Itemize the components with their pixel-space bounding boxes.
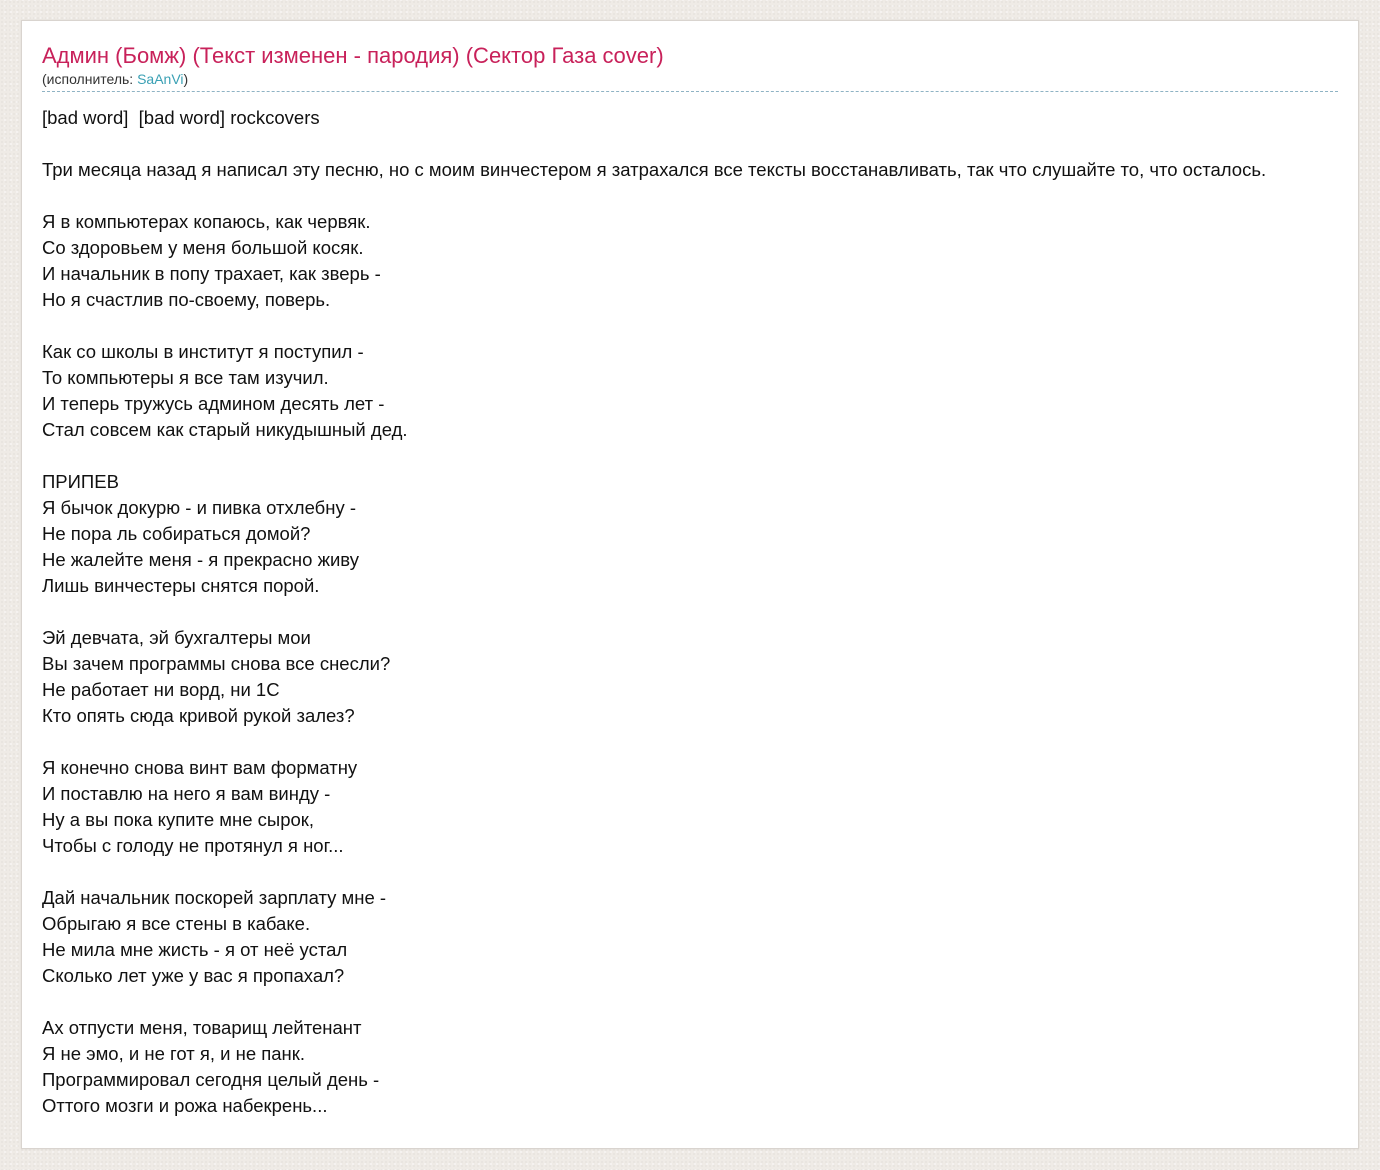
artist-link[interactable]: SaAnVi	[137, 71, 184, 87]
lyrics-blank-line	[42, 859, 1266, 885]
lyrics-line: Как со школы в институт я поступил -	[42, 341, 364, 362]
lyrics-line: Я конечно снова винт вам форматну	[42, 757, 358, 778]
lyrics-line: Дай начальник поскорей зарплату мне -	[42, 887, 387, 908]
lyrics-line: И поставлю на него я вам винду -	[42, 783, 331, 804]
lyrics-line: Вы зачем программы снова все снесли?	[42, 653, 391, 674]
lyrics-line: Стал совсем как старый никудышный дед.	[42, 419, 408, 440]
lyrics-line: Оттого мозги и рожа набекрень...	[42, 1095, 328, 1116]
lyrics-line: Программировал сегодня целый день -	[42, 1069, 380, 1090]
lyrics-line: Три месяца назад я написал эту песню, но с моим винчестером я затрахался все тексты восстанавливать, так что слушайте то, что осталось.	[42, 159, 1267, 180]
lyrics-text	[42, 105, 1266, 1119]
lyrics-line: Не жалейте меня - я прекрасно живу	[42, 549, 359, 570]
lyrics-line: Лишь винчестеры снятся порой.	[42, 575, 320, 596]
lyrics-line: Не пора ль собираться домой?	[42, 523, 311, 544]
lyrics-line: Я не эмо, и не гот я, и не панк.	[42, 1043, 306, 1064]
lyrics-blank-line	[42, 443, 1266, 469]
lyrics-blank-line	[42, 131, 1266, 157]
lyrics-line: Не мила мне жисть - я от неё устал	[42, 939, 348, 960]
lyrics-line: Я в компьютерах копаюсь, как червяк.	[42, 211, 371, 232]
artist-prefix: (исполнитель:	[42, 71, 138, 87]
lyrics-line: Ах отпусти меня, товарищ лейтенант	[42, 1017, 362, 1038]
lyrics-line: Со здоровьем у меня большой косяк.	[42, 237, 364, 258]
lyrics-line: Чтобы с голоду не протянул я ног...	[42, 835, 344, 856]
lyrics-line: И начальник в попу трахает, как зверь -	[42, 263, 381, 284]
lyrics-line: Сколько лет уже у вас я пропахал?	[42, 965, 345, 986]
lyrics-line: Кто опять сюда кривой рукой залез?	[42, 705, 355, 726]
lyrics-panel	[21, 20, 1359, 1149]
lyrics-line: ПРИПЕВ	[42, 471, 119, 492]
lyrics-blank-line	[42, 729, 1266, 755]
lyrics-line: Ну а вы пока купите мне сырок,	[42, 809, 314, 830]
song-title: Админ (Бомж) (Текст изменен - пародия) (Сектор Газа cover)	[42, 43, 664, 68]
artist-suffix: )	[183, 71, 189, 87]
lyrics-line: [bad word] [bad word] rockcovers	[42, 107, 320, 128]
lyrics-blank-line	[42, 313, 1266, 339]
lyrics-line: Но я счастлив по-своему, поверь.	[42, 289, 331, 310]
lyrics-line: Не работает ни ворд, ни 1С	[42, 679, 280, 700]
song-header	[42, 43, 1338, 92]
lyrics-line: Я бычок докурю - и пивка отхлебну -	[42, 497, 357, 518]
artist-line	[42, 71, 1338, 92]
lyrics-line: Обрыгаю я все стены в кабаке.	[42, 913, 311, 934]
lyrics-blank-line	[42, 183, 1266, 209]
lyrics-line: То компьютеры я все там изучил.	[42, 367, 329, 388]
lyrics-line: Эй девчата, эй бухгалтеры мои	[42, 627, 311, 648]
lyrics-line: И теперь тружусь админом десять лет -	[42, 393, 385, 414]
lyrics-blank-line	[42, 989, 1266, 1015]
lyrics-blank-line	[42, 599, 1266, 625]
